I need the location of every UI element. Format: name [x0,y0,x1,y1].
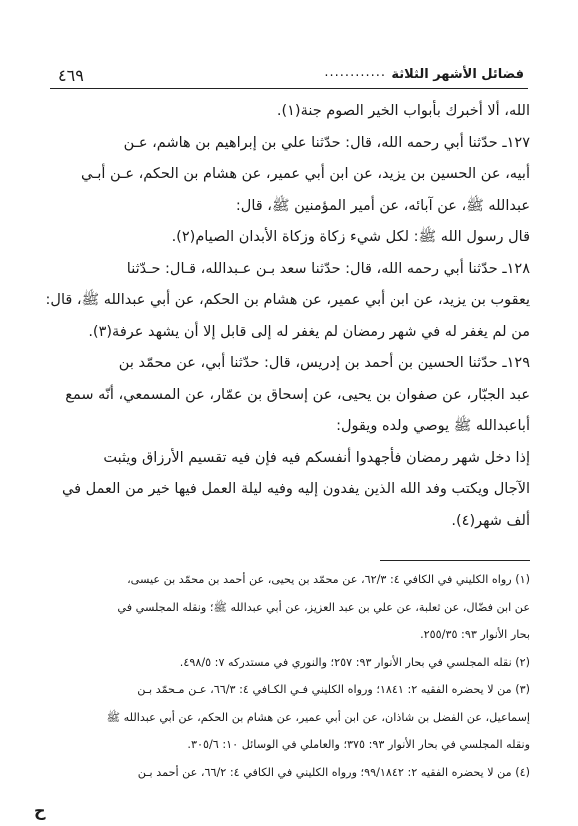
text-line: ١٢٨ـ حدّثنا أبي رحمه الله، قال: حدّثنا سعد بـن عـبدالله، قـال: حـدّثنا [126,260,530,277]
footnote-separator [380,560,530,561]
text-line: عبد الجبّار، عن صفوان بن يحيى، عن إسحاق بن عمّار، عن المسمعي، أنّه سمع [65,386,530,403]
text-line: ١٢٩ـ حدّثنا الحسين بن أحمد بن إدريس، قال: حدّثنا أبي، عن محمّد بن [118,355,530,371]
footnote-line: (٢) نقله المجلسي في بحار الأنوار ٩٣: ٢٥٧؛ والنوري في مستدركه ٧: ٤٩٨/٥. [179,655,530,669]
text-line: ألف شهر(٤). [451,512,530,529]
continuation-mark: ح [34,801,46,820]
footnote-line: (١) رواه الكليني في الكافي ٤: ٦٢/٣، عن محمّد بن يحيى، عن أحمد بن محمّد بن عيسى، [127,573,530,586]
text-line: من لم يغفر له في شهر رمضان لم يغفر له إلى قابل إلا أن يشهد عرفة(٣). [88,323,530,340]
text-line: الله، ألا أخبرك بأبواب الخير الصوم جنة(١). [276,103,530,119]
text-line: أبيه، عن الحسين بن يزيد، عن ابن أبي عمير، عن هشام بن الحكم، عـن أبـي [81,166,530,182]
footnote-line: إسماعيل، عن الفضل بن شاذان، عن ابن أبي عمير، عن هشام بن الحكم، عن أبي عبدالله ﷺ [106,710,530,724]
page-number: ٤٦٩ [58,66,84,85]
text-line: يعقوب بن يزيد، عن ابن أبي عمير، عن هشام بن الحكم، عن أبي عبدالله ﷺ، قال: [46,292,530,308]
text-line: قال رسول الله ﷺ: لكل شيء زكاة وزكاة الأبدان الصيام(٢). [171,229,530,245]
chapter-title: فضائل الأشهر الثلاثة [391,67,524,82]
footnote-line: ونقله المجلسي في بحار الأنوار ٩٣: ٣٧٥؛ والعاملي في الوسائل ١٠: ٣٠٥/٦. [187,738,530,751]
running-header [50,64,528,89]
main-text [46,96,530,537]
header-leader-dots: ............ [324,65,386,80]
footnote-line: (٤) من لا يحضره الفقيه ٢: ٩٩/١٨٤٢؛ ورواه الكليني في الكافي ٤: ٦٦/٢، عن أحمد بـن [137,765,530,779]
footnote-line: عن ابن فضّال، عن ثعلبة، عن علي بن عبد العزيز، عن أبي عبدالله ﷺ؛ ونقله المجلسي في [117,600,530,614]
text-line: ١٢٧ـ حدّثنا أبي رحمه الله، قال: حدّثنا علي بن إبراهيم بن هاشم، عـن [123,134,530,151]
text-line: عبدالله ﷺ، عن آبائه، عن أمير المؤمنين ﷺ، قال: [235,197,530,214]
text-line: الآجال ويكتب وفد الله الذين يفدون إليه وفيه ليلة العمل فيها خير من العمل في [62,481,530,497]
footnotes [44,566,530,786]
text-line: إذا دخل شهر رمضان فأجهدوا أنفسكم فيه فإن فيه تقسيم الأرزاق ويثبت [103,449,530,466]
text-line: أباعبدالله ﷺ يوصي ولده ويقول: [336,418,530,434]
footnote-line: (٣) من لا يحضره الفقيه ٢: ١٨٤١؛ ورواه الكليني فـي الكـافي ٤: ٦٦/٣، عـن مـحمّد بـن [137,683,530,696]
footnote-line: بحار الأنوار ٩٣: ٢٥٥/٣٥. [420,628,530,641]
